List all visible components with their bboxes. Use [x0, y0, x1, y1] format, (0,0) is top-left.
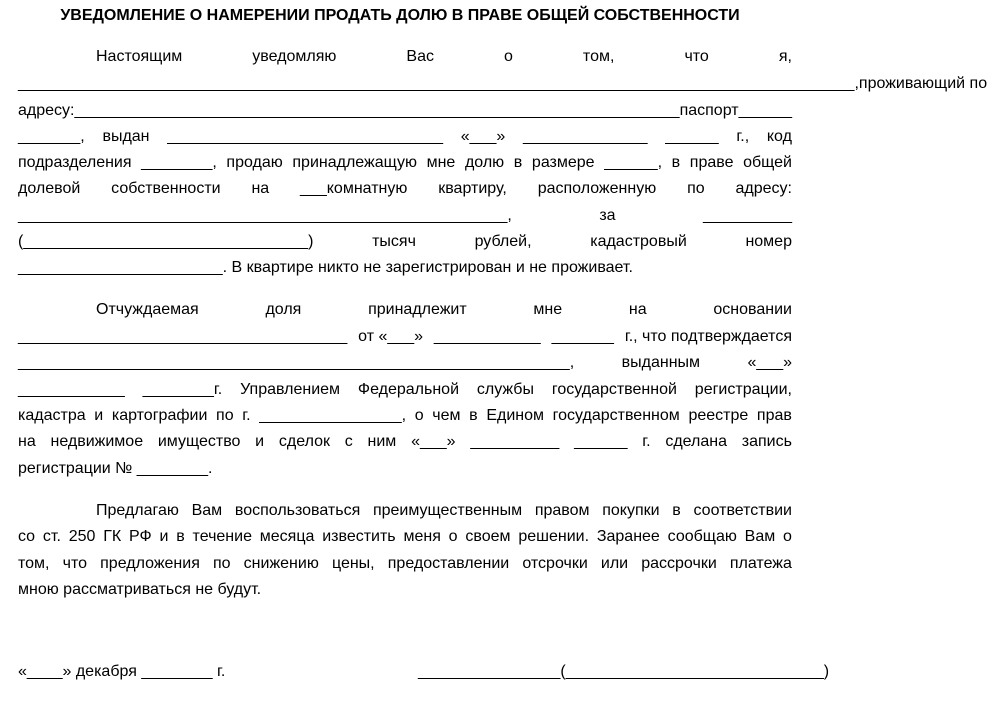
- text-fragment: Едином: [486, 407, 545, 424]
- text-fragment: за: [599, 207, 616, 224]
- text-fragment: по: [212, 555, 231, 572]
- text-fragment: воспользоваться: [234, 502, 361, 519]
- text-fragment: предложения: [100, 555, 200, 572]
- text-fragment: в: [671, 154, 681, 171]
- text-fragment: отсрочки: [522, 555, 588, 572]
- paragraph-1-line-1: [96, 44, 792, 70]
- text-fragment: ______,: [604, 154, 663, 171]
- text-fragment: ______________________________________________________________________________________________,: [18, 75, 859, 92]
- paragraph-2-line-6: [18, 429, 792, 455]
- text-fragment: ______: [665, 128, 719, 145]
- paragraph-1-line-5: [18, 150, 792, 176]
- paragraph-3-line-1: [96, 498, 792, 524]
- text-fragment: ______________________________________________________________,: [18, 354, 575, 371]
- text-fragment: чем: [432, 407, 461, 424]
- text-fragment: г.,: [736, 128, 750, 145]
- paragraph-1-line-3: [18, 98, 792, 124]
- text-fragment: предоставлении: [387, 555, 510, 572]
- paragraph-2-line-2: [18, 324, 792, 350]
- text-fragment: основании: [713, 301, 792, 318]
- paragraph-1-line-4: [18, 124, 792, 150]
- text-fragment: в: [672, 502, 681, 519]
- paragraph-3-line-2: [18, 524, 792, 550]
- text-fragment: том,: [582, 48, 615, 65]
- text-fragment: прав: [756, 407, 792, 424]
- text-fragment: известить: [322, 528, 396, 545]
- text-fragment: ____________________________________________________________________: [74, 102, 680, 119]
- text-fragment: государственной: [551, 381, 677, 398]
- text-fragment: адресу:: [18, 102, 75, 119]
- text-fragment: общей: [743, 154, 792, 171]
- paragraph-2-line-3: [18, 350, 792, 376]
- paragraph-2-line-4: [18, 377, 792, 403]
- text-fragment: о: [448, 528, 458, 545]
- text-fragment: покупки: [602, 502, 660, 519]
- text-fragment: реестре: [688, 407, 749, 424]
- text-fragment: в: [176, 528, 185, 545]
- paragraph-2-line-5: [18, 403, 792, 429]
- text-fragment: 250: [68, 528, 96, 545]
- text-fragment: _______________________________: [167, 128, 444, 145]
- text-fragment: что: [62, 555, 88, 572]
- text-fragment: подразделения: [18, 154, 132, 171]
- text-fragment: _______,: [18, 128, 85, 145]
- text-fragment: долю: [464, 154, 505, 171]
- text-fragment: имущество: [157, 433, 241, 450]
- text-fragment: квартиру,: [438, 180, 507, 197]
- text-fragment: кадастра: [18, 407, 86, 424]
- date-line: [18, 659, 278, 685]
- text-fragment: «____» декабря ________ г.: [18, 663, 226, 680]
- text-fragment: меня: [403, 528, 441, 545]
- text-fragment: _____________________________________: [18, 328, 348, 345]
- text-fragment: в: [513, 154, 523, 171]
- text-fragment: ______________: [522, 128, 648, 145]
- text-fragment: рассрочки: [641, 555, 717, 572]
- text-fragment: Федеральной: [357, 381, 460, 398]
- text-fragment: Вам: [191, 502, 223, 519]
- text-fragment: ____________: [433, 328, 541, 345]
- text-fragment: Вам: [744, 528, 776, 545]
- text-fragment: ________________: [418, 663, 561, 680]
- text-fragment: кадастровый: [590, 233, 687, 250]
- text-fragment: регистрации,: [694, 381, 792, 398]
- text-fragment: мною рассматриваться не будут.: [18, 581, 262, 598]
- text-fragment: доля: [265, 301, 302, 318]
- text-fragment: месяца: [259, 528, 315, 545]
- text-fragment: код: [766, 128, 792, 145]
- paragraph-1-line-9: [18, 255, 792, 281]
- text-fragment: рублей,: [474, 233, 532, 250]
- text-fragment: Предлагаю: [96, 502, 179, 519]
- text-fragment: принадлежит: [368, 301, 467, 318]
- text-fragment: выдан: [102, 128, 150, 145]
- text-fragment: ______: [574, 433, 628, 450]
- paragraph-2-line-7: [18, 456, 792, 482]
- text-fragment: долевой: [18, 180, 81, 197]
- text-fragment: выданным: [621, 354, 701, 371]
- text-fragment: сделок: [278, 433, 330, 450]
- text-fragment: ст.: [42, 528, 61, 545]
- text-fragment: о: [783, 528, 792, 545]
- text-fragment: преимущественным: [372, 502, 523, 519]
- text-fragment: том,: [18, 555, 50, 572]
- text-fragment: «___»: [747, 354, 792, 371]
- paragraph-1-line-8: [18, 229, 792, 255]
- text-fragment: ________,: [141, 154, 217, 171]
- text-fragment: уведомляю: [252, 48, 337, 65]
- text-fragment: сообщаю: [667, 528, 737, 545]
- text-fragment: с: [344, 433, 353, 450]
- text-fragment: правом: [534, 502, 590, 519]
- text-fragment: по: [687, 180, 705, 197]
- text-fragment: расположенную: [537, 180, 657, 197]
- text-fragment: __________: [703, 207, 792, 224]
- text-fragment: в: [469, 407, 478, 424]
- text-fragment: _______: [551, 328, 614, 345]
- text-fragment: г.: [642, 433, 651, 450]
- text-fragment: «___»: [460, 128, 506, 145]
- text-fragment: сделана: [665, 433, 728, 450]
- text-fragment: тысяч: [372, 233, 416, 250]
- text-fragment: Отчуждаемая: [96, 301, 199, 318]
- text-fragment: мне: [426, 154, 456, 171]
- text-fragment: (________________________________): [18, 233, 314, 250]
- text-fragment: ГК: [103, 528, 122, 545]
- text-fragment: ________г.: [142, 381, 223, 398]
- text-fragment: течение: [192, 528, 252, 545]
- text-fragment: регистрации № ________.: [18, 460, 213, 477]
- paragraph-1-line-7: [18, 203, 792, 229]
- text-fragment: ним: [367, 433, 397, 450]
- text-fragment: соответствии: [693, 502, 792, 519]
- text-fragment: праве: [689, 154, 734, 171]
- text-fragment: на: [18, 433, 36, 450]
- text-fragment: ______: [738, 102, 792, 119]
- text-fragment: картографии: [111, 407, 208, 424]
- text-fragment: проживающий по: [858, 75, 987, 92]
- paragraph-2-line-1: [96, 297, 792, 323]
- text-fragment: или: [600, 555, 629, 572]
- text-fragment: Настоящим: [96, 48, 183, 65]
- text-fragment: продаю: [226, 154, 283, 171]
- text-fragment: о: [414, 407, 424, 424]
- text-fragment: что: [684, 48, 709, 65]
- text-fragment: своем: [465, 528, 511, 545]
- text-fragment: номер: [745, 233, 792, 250]
- text-fragment: недвижимое: [50, 433, 144, 450]
- text-fragment: запись: [741, 433, 792, 450]
- text-fragment: паспорт: [679, 102, 739, 119]
- text-fragment: службы: [476, 381, 534, 398]
- paragraph-1-line-2: [18, 71, 987, 97]
- document-title: УВЕДОМЛЕНИЕ О НАМЕРЕНИИ ПРОДАТЬ ДОЛЮ В ПРАВЕ ОБЩЕЙ СОБСТВЕННОСТИ: [60, 7, 740, 24]
- text-fragment: _______________________________________________________,: [18, 207, 512, 224]
- text-fragment: адресу:: [735, 180, 792, 197]
- text-fragment: на: [251, 180, 270, 197]
- text-fragment: Заранее: [596, 528, 660, 545]
- text-fragment: на: [628, 301, 647, 318]
- text-fragment: Управлением: [240, 381, 341, 398]
- text-fragment: и: [94, 407, 104, 424]
- text-fragment: размере: [531, 154, 595, 171]
- paragraph-3-line-3: [18, 551, 792, 577]
- text-fragment: г., что подтверждается: [624, 328, 792, 345]
- text-fragment: собственности: [111, 180, 221, 197]
- text-fragment: ____________: [18, 381, 125, 398]
- text-fragment: снижению: [243, 555, 319, 572]
- text-fragment: ________________,: [259, 407, 407, 424]
- text-fragment: (_____________________________): [560, 663, 830, 680]
- text-fragment: о: [504, 48, 513, 65]
- paragraph-3-line-4: [18, 577, 792, 603]
- text-fragment: принадлежащую: [292, 154, 417, 171]
- text-fragment: платежа: [729, 555, 792, 572]
- text-fragment: со: [18, 528, 36, 545]
- text-fragment: «___»: [411, 433, 456, 450]
- paragraph-1-line-6: [18, 176, 792, 202]
- text-fragment: и: [255, 433, 265, 450]
- text-fragment: цены,: [331, 555, 375, 572]
- text-fragment: РФ: [129, 528, 152, 545]
- text-fragment: г.: [242, 407, 251, 424]
- signature-line: [418, 659, 830, 685]
- text-fragment: решении.: [518, 528, 590, 545]
- text-fragment: ___комнатную: [300, 180, 408, 197]
- text-fragment: я,: [778, 48, 792, 65]
- text-fragment: _______________________. В квартире никто не зарегистрирован и не проживает.: [18, 259, 633, 276]
- text-fragment: и: [159, 528, 169, 545]
- text-fragment: мне: [533, 301, 563, 318]
- text-fragment: по: [216, 407, 234, 424]
- text-fragment: от «___»: [358, 328, 423, 345]
- text-fragment: __________: [470, 433, 560, 450]
- text-fragment: Вас: [406, 48, 434, 65]
- text-fragment: государственном: [552, 407, 680, 424]
